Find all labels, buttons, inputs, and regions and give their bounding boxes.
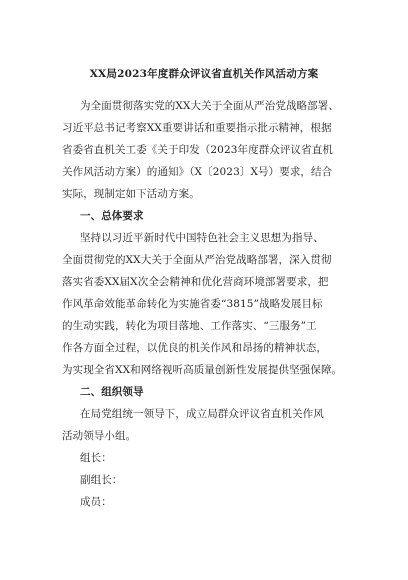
section2-line-1: 在局党组统一领导下，成立局群众评议省直机关作风 [80,408,324,420]
section2-line-2: 活动领导小组。 [62,430,137,442]
section1-line-4: 作风革命效能革命转化为实施省委“3815”战略发展目标 [62,298,323,310]
intro-line-4: 关作风活动方案）的通知》（X〔2023〕X号）要求，结合 [62,166,333,178]
section1-line-2: 全面贯彻党的XX大关于全面从严治党战略部署，深入贯彻 [62,254,332,266]
section1-line-3: 落实省委XX届X次全会精神和优化营商环境部署要求，把 [62,276,329,288]
section1-line-1: 坚持以习近平新时代中国特色社会主义思想为指导、 [80,232,324,244]
member-label: 成员： [80,496,112,508]
intro-line-1: 为全面贯彻落实党的XX大关于全面从严治党战略部署、 [80,100,339,112]
deputy-leader-label: 副组长： [80,474,123,486]
intro-line-2: 习近平总书记考察XX重要讲话和重要指示批示精神，根据 [62,122,332,134]
intro-line-5: 实际，现制定如下活动方案。 [62,188,200,200]
document-title: XX局2023年度群众评议省直机关作风活动方案 [89,68,319,80]
section1-line-7: 为实现全省XX和网络视听高质量创新性发展提供坚强保障。 [62,364,343,376]
leader-label: 组长： [80,452,112,464]
section2-heading: 二、组织领导 [80,386,144,398]
intro-line-3: 省委省直机关工委《关于印发（2023年度群众评议省直机 [62,144,333,156]
section1-line-6: 作各方面全过程，以优良的机关作风和昂扬的精神状态， [62,342,327,354]
section1-heading: 一、总体要求 [80,210,144,222]
section1-line-5: 的生动实践，转化为项目落地、工作落实、“三服务”工 [62,320,317,332]
